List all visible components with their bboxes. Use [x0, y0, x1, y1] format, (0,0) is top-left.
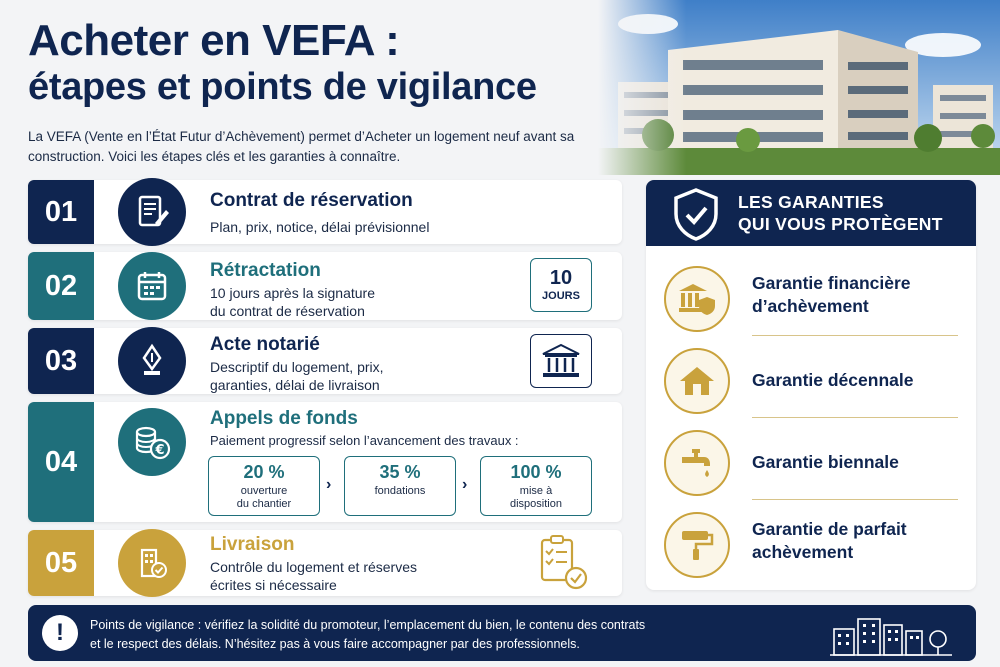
contract-icon [118, 178, 186, 246]
vigilance-text [90, 616, 810, 655]
guarantees-title-line: QUI VOUS PROTÈGENT [738, 213, 943, 234]
payment-percent: 20 % [243, 462, 285, 482]
guarantee-label: Garantie décennale [752, 370, 914, 390]
step-title: Acte notarié [210, 334, 320, 355]
building-check-icon [118, 529, 186, 597]
vigilance-footer [28, 605, 976, 661]
step-number: 01 [28, 180, 94, 244]
step-number: 05 [28, 530, 94, 596]
guarantee-label [752, 518, 907, 564]
payment-label-line: ouverture [240, 485, 288, 497]
payment-label-line: fondations [374, 485, 426, 497]
divider [752, 417, 958, 418]
step-title: Rétractation [210, 260, 321, 281]
step-02 [28, 252, 622, 320]
payment-percent: 35 % [379, 462, 421, 482]
step-description-line: Descriptif du logement, prix, [210, 359, 384, 375]
step-number: 04 [28, 402, 94, 522]
vigilance-text-line: et le respect des délais. N’hésitez pas à vous faire accompagner par des professionnels. [90, 637, 580, 652]
guarantees-header [646, 180, 976, 246]
title-line-2: étapes et points de vigilance [28, 66, 537, 109]
courthouse-icon [530, 334, 592, 388]
vigilance-text-line: Points de vigilance : vérifiez la solidité du promoteur, l’emplacement du bien, le contenu des contrats [90, 618, 646, 632]
step-title: Appels de fonds [210, 408, 358, 429]
house-icon [664, 348, 730, 414]
pen-nib-icon [118, 327, 186, 395]
guarantees-title [738, 192, 943, 236]
payment-stage-1 [208, 456, 320, 516]
guarantee-biennial [646, 424, 976, 504]
checklist-icon [536, 534, 592, 592]
shield-check-icon [670, 186, 722, 242]
guarantees-panel [646, 180, 976, 590]
payment-label-line: disposition [510, 498, 562, 511]
exclamation-icon: ! [42, 615, 78, 651]
guarantee-label-line: Garantie financière [752, 273, 911, 293]
guarantees-title-line: LES GARANTIES [738, 192, 884, 212]
divider [752, 499, 958, 500]
payment-label [209, 485, 319, 511]
guarantee-decennial [646, 342, 976, 422]
guarantee-label: Garantie biennale [752, 452, 899, 472]
guarantee-label [752, 272, 911, 318]
step-description: Paiement progressif selon l’avancement des travaux : [210, 433, 519, 448]
page-title [28, 18, 537, 108]
svg-text:€: € [155, 443, 165, 458]
step-description-line: écrites si nécessaire [210, 577, 337, 594]
guarantee-label-line: Garantie de parfait [752, 519, 907, 539]
step-04 [28, 402, 622, 522]
step-description-line: Contrôle du logement et réserves [210, 559, 417, 575]
hero-building-image [598, 0, 1000, 175]
payment-stage-2 [344, 456, 456, 516]
step-description: Plan, prix, notice, délai prévisionnel [210, 219, 430, 235]
calendar-icon [118, 252, 186, 320]
divider [752, 335, 958, 336]
step-description [210, 284, 375, 320]
payment-label-line: du chantier [236, 498, 292, 511]
title-line-1: Acheter en VEFA : [28, 16, 400, 65]
badge-number: 10 [549, 267, 573, 289]
step-title: Contrat de réservation [210, 190, 413, 211]
faucet-icon [664, 430, 730, 496]
bank-shield-icon [664, 266, 730, 332]
guarantee-perfect-completion [646, 506, 976, 586]
payment-label [481, 485, 591, 511]
step-title: Livraison [210, 534, 295, 555]
paint-roller-icon [664, 512, 730, 578]
city-skyline-icon [828, 611, 958, 657]
chevron-right-icon: › [462, 476, 468, 493]
payment-percent: 100 % [510, 462, 562, 482]
payment-stage-3 [480, 456, 592, 516]
payment-label [345, 485, 455, 498]
step-description-line: 10 jours après la signature [210, 285, 375, 301]
guarantee-label-line: achèvement [752, 541, 854, 562]
step-05 [28, 530, 622, 596]
chevron-right-icon: › [326, 476, 332, 493]
step-03 [28, 328, 622, 394]
badge-unit: JOURS [542, 290, 580, 302]
step-description-line: du contrat de réservation [210, 303, 365, 320]
step-description [210, 358, 384, 394]
step-number: 02 [28, 252, 94, 320]
step-number: 03 [28, 328, 94, 394]
step-01 [28, 180, 622, 244]
guarantee-financial [646, 260, 976, 340]
coins-euro-icon [118, 408, 186, 476]
step-description-line: garanties, délai de livraison [210, 377, 380, 394]
ten-days-badge [530, 258, 592, 312]
guarantee-label-line: d’achèvement [752, 295, 869, 316]
intro-text: La VEFA (Vente en l’État Futur d’Achèvement) permet d’Acheter un logement neuf avant sa construction. Voici les étapes clés et les garanties à connaître. [28, 129, 575, 164]
payment-label-line: mise à [519, 485, 553, 497]
step-description [210, 558, 417, 594]
